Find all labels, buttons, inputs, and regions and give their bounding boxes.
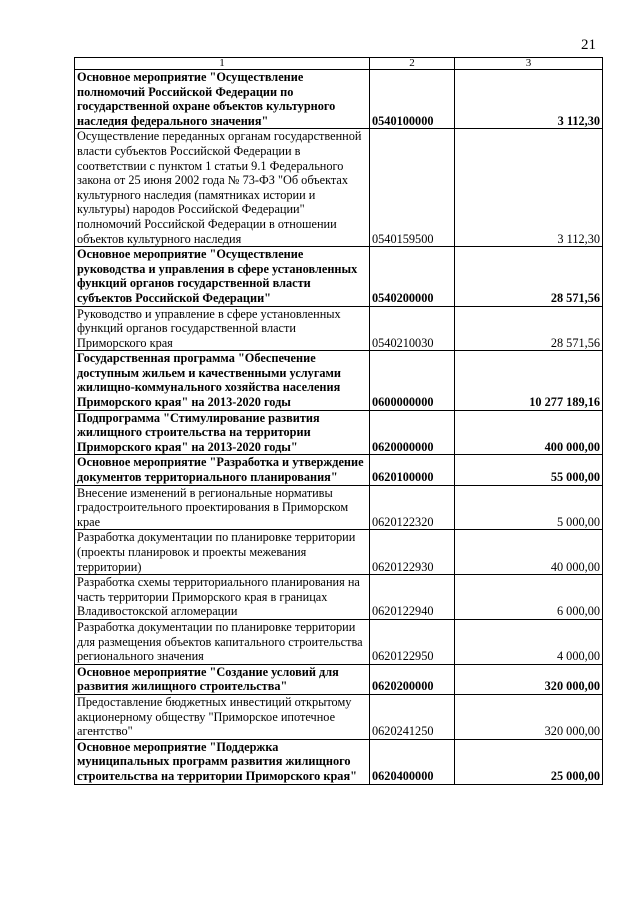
table-row xyxy=(75,351,603,410)
row-code: 0600000000 xyxy=(370,351,455,410)
row-name: Руководство и управление в сфере установленных функций органов государственной власти Приморского края xyxy=(75,306,370,351)
row-code: 0540100000 xyxy=(370,70,455,129)
row-code: 0540200000 xyxy=(370,247,455,306)
row-name: Предоставление бюджетных инвестиций открытому акционерному обществу "Приморское ипотечное агентство" xyxy=(75,694,370,739)
header-row xyxy=(75,58,603,70)
row-name: Разработка документации по планировке территории (проекты планировок и проекты межевания территории) xyxy=(75,530,370,575)
table-row xyxy=(75,410,603,455)
row-name: Разработка схемы территориального планирования на часть территории Приморского края в границах Владивостокской агломерации xyxy=(75,575,370,620)
table-row xyxy=(75,619,603,664)
row-code: 0620400000 xyxy=(370,739,455,784)
row-amount: 400 000,00 xyxy=(455,410,603,455)
row-code: 0620122940 xyxy=(370,575,455,620)
row-amount: 40 000,00 xyxy=(455,530,603,575)
table-row xyxy=(75,575,603,620)
row-amount: 28 571,56 xyxy=(455,247,603,306)
row-name: Государственная программа "Обеспечение доступным жильем и качественными услугами жилищно-коммунального хозяйства населения Приморского края" на 2013-2020 годы xyxy=(75,351,370,410)
row-code: 0620100000 xyxy=(370,455,455,485)
budget-table xyxy=(74,57,603,785)
row-code: 0540210030 xyxy=(370,306,455,351)
table-row xyxy=(75,306,603,351)
table-row xyxy=(75,530,603,575)
row-code: 0620000000 xyxy=(370,410,455,455)
row-name: Основное мероприятие "Разработка и утверждение документов территориального планирования" xyxy=(75,455,370,485)
row-amount: 25 000,00 xyxy=(455,739,603,784)
table-row xyxy=(75,485,603,530)
row-amount: 3 112,30 xyxy=(455,70,603,129)
row-name: Основное мероприятие "Осуществление руководства и управления в сфере установленных функций органов государственной власти субъектов Российской Федерации" xyxy=(75,247,370,306)
table-row xyxy=(75,129,603,247)
row-amount: 320 000,00 xyxy=(455,664,603,694)
row-code: 0540159500 xyxy=(370,129,455,247)
row-amount: 28 571,56 xyxy=(455,306,603,351)
row-amount: 6 000,00 xyxy=(455,575,603,620)
row-code: 0620241250 xyxy=(370,694,455,739)
table-row xyxy=(75,694,603,739)
row-code: 0620122320 xyxy=(370,485,455,530)
row-amount: 320 000,00 xyxy=(455,694,603,739)
row-code: 0620200000 xyxy=(370,664,455,694)
column-header-3: 3 xyxy=(455,58,603,70)
table-row xyxy=(75,70,603,129)
page-number: 21 xyxy=(581,37,596,53)
row-name: Основное мероприятие "Поддержка муниципальных программ развития жилищного строительства на территории Приморского края" xyxy=(75,739,370,784)
table-row xyxy=(75,247,603,306)
row-name: Осуществление переданных органам государственной власти субъектов Российской Федерации в соответствии с пунктом 1 статьи 9.1 Федерального закона от 25 июня 2002 года № 73-ФЗ "Об объектах культурного наследия (памятниках истории и культуры) народов Российской Федерации" полномочий Российской Федерации в отношении объектов культурного наследия xyxy=(75,129,370,247)
row-name: Основное мероприятие "Осуществление полномочий Российской Федерации по государственной охране объектов культурного наследия федерального значения" xyxy=(75,70,370,129)
table-row xyxy=(75,664,603,694)
row-name: Внесение изменений в региональные нормативы градостроительного проектирования в Приморском крае xyxy=(75,485,370,530)
row-amount: 55 000,00 xyxy=(455,455,603,485)
row-amount: 3 112,30 xyxy=(455,129,603,247)
table-row xyxy=(75,455,603,485)
row-amount: 5 000,00 xyxy=(455,485,603,530)
row-name: Основное мероприятие "Создание условий для развития жилищного строительства" xyxy=(75,664,370,694)
row-code: 0620122930 xyxy=(370,530,455,575)
row-code: 0620122950 xyxy=(370,619,455,664)
row-name: Подпрограмма "Стимулирование развития жилищного строительства на территории Приморского края" на 2013-2020 годы" xyxy=(75,410,370,455)
column-header-1: 1 xyxy=(75,58,370,70)
row-amount: 4 000,00 xyxy=(455,619,603,664)
column-header-2: 2 xyxy=(370,58,455,70)
table-row xyxy=(75,739,603,784)
row-amount: 10 277 189,16 xyxy=(455,351,603,410)
row-name: Разработка документации по планировке территории для размещения объектов капитального строительства регионального значения xyxy=(75,619,370,664)
